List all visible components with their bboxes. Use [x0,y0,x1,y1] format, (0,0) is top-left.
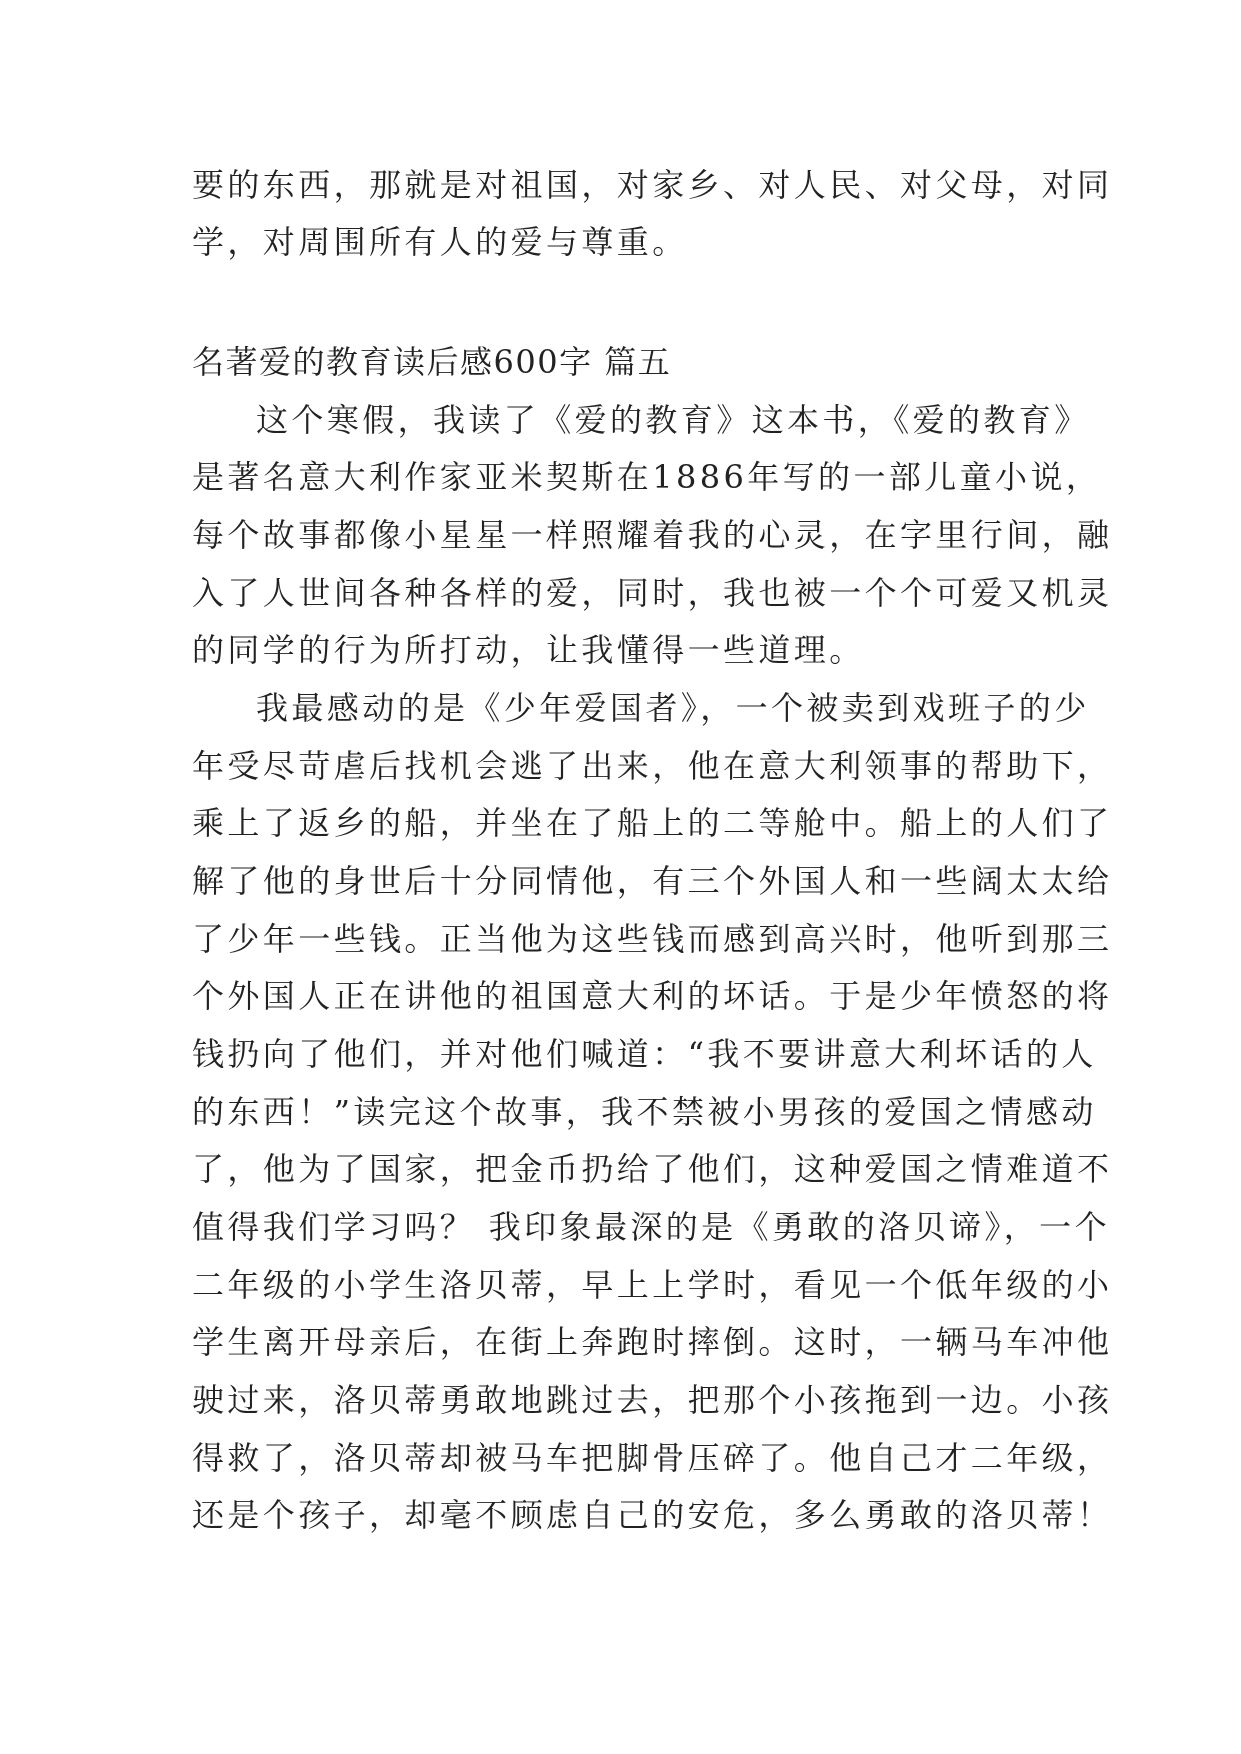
text-line: 是著名意大利作家亚米契斯在1886年写的一部儿童小说， [192,458,1102,496]
text-line: 每个故事都像小星星一样照耀着我的心灵，在字里行间，融 [192,516,1113,554]
text-line: 得救了，洛贝蒂却被马车把脚骨压碎了。他自己才二年级， [192,1439,1113,1477]
text-line: 驶过来，洛贝蒂勇敢地跳过去，把那个小孩拖到一边。小孩 [192,1381,1113,1419]
text-line: 的同学的行为所打动，让我懂得一些道理。 [192,631,865,669]
text-line: 学生离开母亲后，在街上奔跑时摔倒。这时，一辆马车冲他 [192,1323,1113,1361]
text-line: 个外国人正在讲他的祖国意大利的坏话。于是少年愤怒的将 [192,977,1113,1015]
text-line: 解了他的身世后十分同情他，有三个外国人和一些阔太太给 [192,862,1113,900]
text-line: 值得我们学习吗？ 我印象最深的是《勇敢的洛贝谛》，一个 [192,1208,1110,1246]
text-line: 的东西！”读完这个故事，我不禁被小男孩的爱国之情感动 [192,1093,1097,1131]
text-line: 还是个孩子，却毫不顾虑自己的安危，多么勇敢的洛贝蒂！ [192,1496,1113,1534]
text-line: 年受尽苛虐后找机会逃了出来，他在意大利领事的帮助下， [192,747,1113,785]
text-line: 入了人世间各种各样的爱，同时，我也被一个个可爱又机灵 [192,574,1113,612]
text-line: 乘上了返乡的船，并坐在了船上的二等舱中。船上的人们了 [192,804,1113,842]
text-line: 了，他为了国家，把金币扔给了他们，这种爱国之情难道不 [192,1150,1113,1188]
section-heading: 名著爱的教育读后感600字 篇五 [192,343,672,381]
text-line: 学，对周围所有人的爱与尊重。 [192,223,688,261]
text-line: 了少年一些钱。正当他为这些钱而感到高兴时，他听到那三 [192,920,1113,958]
text-line: 钱扔向了他们，并对他们喊道：“我不要讲意大利坏话的人 [192,1035,1097,1073]
text-line: 二年级的小学生洛贝蒂，早上上学时，看见一个低年级的小 [192,1266,1113,1304]
paragraph-first-line: 我最感动的是《少年爱国者》，一个被卖到戏班子的少 [256,689,1090,727]
text-line: 要的东西，那就是对祖国，对家乡、对人民、对父母，对同 [192,166,1113,204]
paragraph-first-line: 这个寒假，我读了《爱的教育》这本书，《爱的教育》 [256,401,1090,439]
